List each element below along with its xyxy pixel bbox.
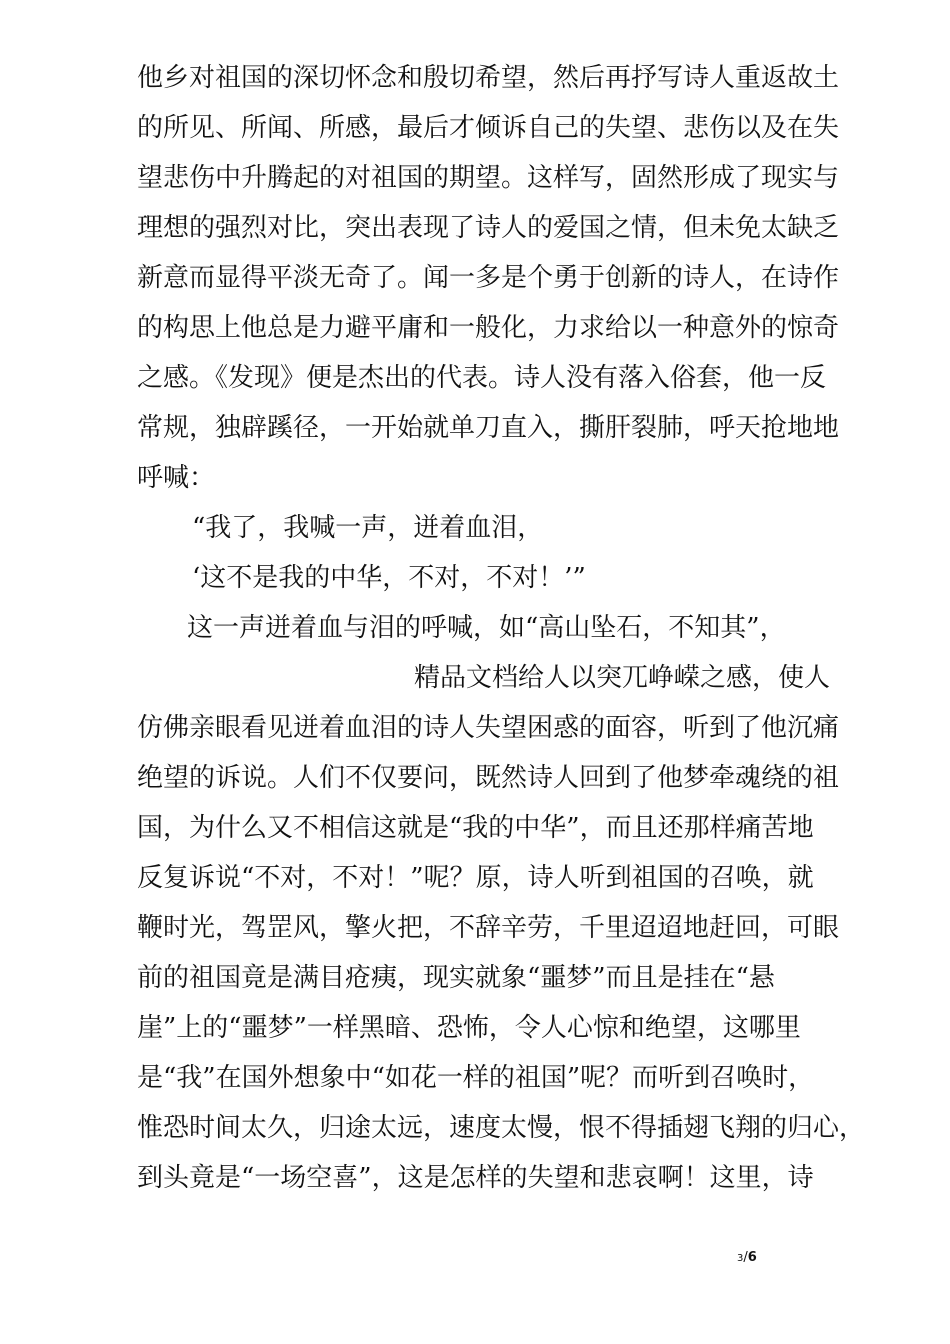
- text-line: 仿佛亲眼看见迸着血泪的诗人失望困惑的面容，听到了他沉痛: [137, 713, 840, 743]
- text-line: 的所见、所闻、所感，最后才倾诉自己的失望、悲伤以及在失: [137, 113, 840, 143]
- text-line: 到头竟是“一场空喜”，这是怎样的失望和悲哀啊！这里，诗: [137, 1163, 814, 1193]
- page-separator: /: [743, 1250, 748, 1265]
- text-line: 他乡对祖国的深切怀念和殷切希望，然后再抒写诗人重返故土: [137, 63, 840, 93]
- page-number: [737, 1250, 757, 1267]
- text-line: 国，为什么又不相信这就是“我的中华”，而且还那样痛苦地: [137, 813, 814, 843]
- page-total: 6: [747, 1250, 757, 1265]
- text-line: 鞭时光，驾罡风，擎火把，不辞辛劳，千里迢迢地赶回，可眼: [137, 913, 840, 943]
- text-line: 惟恐时间太久，归途太远，速度太慢，恨不得插翅飞翔的归心，: [137, 1113, 866, 1143]
- text-line: 望悲伤中升腾起的对祖国的期望。这样写，固然形成了现实与: [137, 163, 840, 193]
- text-line: 绝望的诉说。人们不仅要问，既然诗人回到了他梦牵魂绕的祖: [137, 763, 840, 793]
- text-line: 的构思上他总是力避平庸和一般化，力求给以一种意外的惊奇: [137, 313, 840, 343]
- text-line: 常规，独辟蹊径，一开始就单刀直入，撕肝裂肺，呼天抢地地: [137, 413, 840, 443]
- text-line: 之感。《发现》便是杰出的代表。诗人没有落入俗套，他一反: [137, 363, 827, 393]
- text-line: 理想的强烈对比，突出表现了诗人的爱国之情，但未免太缺乏: [137, 213, 840, 243]
- text-line: 前的祖国竟是满目疮痍，现实就象“噩梦”而且是挂在“悬: [137, 963, 775, 993]
- text-line: 新意而显得平淡无奇了。闻一多是个勇于创新的诗人，在诗作: [137, 263, 840, 293]
- text-line: 精品文档给人以突兀峥嵘之感，使人: [414, 663, 831, 693]
- page-current: 3: [737, 1253, 744, 1264]
- text-line: 是“我”在国外想象中“如花一样的祖国”呢？而听到召唤时，: [137, 1063, 815, 1093]
- paragraph-start-line: 这一声迸着血与泪的呼喊，如“高山坠石，不知其”，: [187, 613, 786, 643]
- quote-line: ‘这不是我的中华，不对，不对！’”: [192, 563, 586, 593]
- quote-line: “我了，我喊一声，迸着血泪，: [192, 513, 544, 543]
- text-line: 呼喊：: [137, 463, 216, 493]
- text-line: 反复诉说“不对，不对！”呢？原，诗人听到祖国的召唤，就: [137, 863, 814, 893]
- text-line: 崖”上的“噩梦”一样黑暗、恐怖，令人心惊和绝望，这哪里: [137, 1013, 801, 1043]
